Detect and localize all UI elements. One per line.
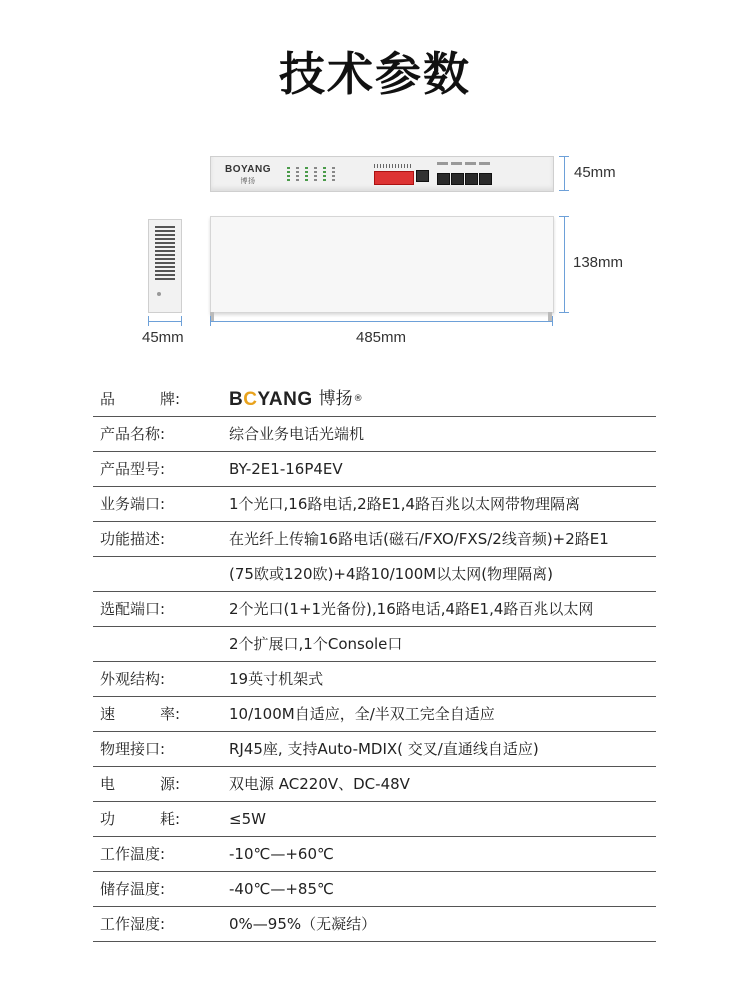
console-port: [416, 170, 429, 182]
spec-row: [93, 662, 656, 697]
vent-slot: [155, 246, 175, 248]
spec-row: [93, 627, 656, 662]
led-indicator-grid: [287, 166, 339, 184]
dim-line-front-height: [564, 156, 565, 190]
port-led: [437, 162, 448, 165]
spec-row: [93, 767, 656, 802]
vent-slot: [155, 270, 175, 272]
led-indicator: [314, 167, 317, 169]
dim-label-top-height: 138mm: [573, 254, 624, 271]
spec-label: 物理接口:: [100, 740, 166, 758]
spec-label: 储存温度:: [100, 880, 166, 898]
spec-value: RJ45座, 支持Auto-MDIX( 交叉/直通线自适应): [229, 740, 539, 758]
led-indicator: [332, 167, 335, 169]
spec-label: 产品名称:: [100, 425, 166, 443]
led-indicator: [314, 175, 317, 177]
spec-label: 业务端口:: [100, 495, 166, 513]
spec-label: 产品型号:: [100, 460, 166, 478]
port-led: [465, 162, 476, 165]
dip-switch-label: [374, 164, 412, 168]
spec-label: 外观结构:: [100, 670, 166, 688]
port-led: [451, 162, 462, 165]
spec-row-brand: [93, 382, 656, 417]
led-indicator: [287, 167, 290, 169]
vent-slot: [155, 242, 175, 244]
led-indicator: [332, 171, 335, 173]
spec-label: 选配端口:: [100, 600, 166, 618]
led-indicator: [305, 171, 308, 173]
spec-row: [93, 872, 656, 907]
ethernet-port-3: [465, 173, 478, 185]
front-logo: BOYANG 博扬: [225, 164, 271, 185]
spec-label: 功能描述:: [100, 530, 166, 548]
dim-line-top-height: [564, 216, 565, 312]
spec-row: [93, 487, 656, 522]
dim-tick: [552, 316, 553, 326]
spec-value: -10℃—+60℃: [229, 845, 334, 863]
spec-row: [93, 522, 656, 557]
led-indicator: [296, 171, 299, 173]
spec-value: BY-2E1-16P4EV: [229, 460, 343, 478]
led-indicator: [332, 175, 335, 177]
spec-value: (75欧或120欧)+4路10/100M以太网(物理隔离): [229, 565, 553, 583]
spec-value: 综合业务电话光端机: [229, 425, 365, 443]
led-indicator: [296, 179, 299, 181]
led-indicator: [305, 167, 308, 169]
spec-value: 19英寸机架式: [229, 670, 324, 688]
device-top-view: [210, 216, 554, 313]
led-indicator: [296, 167, 299, 169]
dim-tick: [181, 316, 182, 326]
led-indicator: [305, 175, 308, 177]
spec-value: 1个光口,16路电话,2路E1,4路百兆以太网带物理隔离: [229, 495, 581, 513]
spec-value: 2个扩展口,1个Console口: [229, 635, 403, 653]
led-indicator: [314, 179, 317, 181]
dim-label-front-height: 45mm: [574, 164, 616, 181]
dim-label-side-width: 45mm: [142, 329, 184, 346]
port-led: [479, 162, 490, 165]
vent-slot: [155, 230, 175, 232]
dim-tick: [559, 156, 569, 157]
vent-slot: [155, 266, 175, 268]
vent-slot: [155, 274, 175, 276]
dim-tick: [148, 316, 149, 326]
led-indicator: [323, 175, 326, 177]
dim-line-top-width: [210, 321, 552, 322]
spec-label: 功 耗:: [100, 810, 180, 828]
spec-value: 2个光口(1+1光备份),16路电话,4路E1,4路百兆以太网: [229, 600, 594, 618]
led-indicator: [323, 179, 326, 181]
spec-value: ≤5W: [229, 810, 266, 828]
spec-label: 电 源:: [100, 775, 180, 793]
led-indicator: [287, 171, 290, 173]
ethernet-port-2: [451, 173, 464, 185]
vent-slot: [155, 250, 175, 252]
dim-tick: [559, 190, 569, 191]
spec-value: 10/100M自适应，全/半双工完全自适应: [229, 705, 495, 723]
ethernet-port-4: [479, 173, 492, 185]
vent-slot: [155, 238, 175, 240]
vent-slot: [155, 278, 175, 280]
page-title: 技术参数: [279, 47, 471, 101]
spec-label: 工作湿度:: [100, 915, 166, 933]
spec-row: [93, 417, 656, 452]
brand-logo: BCYANG 博扬 ®: [229, 389, 363, 410]
spec-row: [93, 802, 656, 837]
led-indicator: [323, 171, 326, 173]
spec-row: [93, 452, 656, 487]
dim-tick: [559, 216, 569, 217]
dim-tick: [210, 316, 211, 326]
vent-slot: [155, 226, 175, 228]
led-indicator: [314, 171, 317, 173]
spec-table: [93, 382, 656, 942]
dim-tick: [559, 312, 569, 313]
dim-label-top-width: 485mm: [356, 329, 407, 346]
spec-value: -40℃—+85℃: [229, 880, 334, 898]
side-mount-hole: [157, 292, 161, 296]
spec-label: 速 率:: [100, 705, 180, 723]
spec-row: [93, 592, 656, 627]
spec-value: 在光纤上传输16路电话(磁石/FXO/FXS/2线音频)+2路E1: [229, 530, 609, 548]
spec-row: [93, 732, 656, 767]
led-indicator: [323, 167, 326, 169]
vent-slot: [155, 254, 175, 256]
led-indicator: [287, 175, 290, 177]
device-front-panel: [210, 156, 554, 192]
led-indicator: [296, 175, 299, 177]
led-indicator: [287, 179, 290, 181]
vent-slot: [155, 262, 175, 264]
led-indicator: [305, 179, 308, 181]
dip-switch: [374, 171, 414, 185]
ethernet-port-1: [437, 173, 450, 185]
dim-line-side-width: [148, 321, 181, 322]
spec-label: 工作温度:: [100, 845, 166, 863]
spec-value: 双电源 AC220V、DC-48V: [229, 775, 410, 793]
spec-row: [93, 837, 656, 872]
vent-slot: [155, 234, 175, 236]
spec-row: [93, 697, 656, 732]
spec-row: [93, 907, 656, 942]
vent-slot: [155, 258, 175, 260]
device-side-view: [148, 219, 182, 313]
led-indicator: [332, 179, 335, 181]
spec-label: 品 牌:: [100, 390, 180, 408]
spec-value: 0%—95%（无凝结）: [229, 915, 377, 933]
spec-row: [93, 557, 656, 592]
